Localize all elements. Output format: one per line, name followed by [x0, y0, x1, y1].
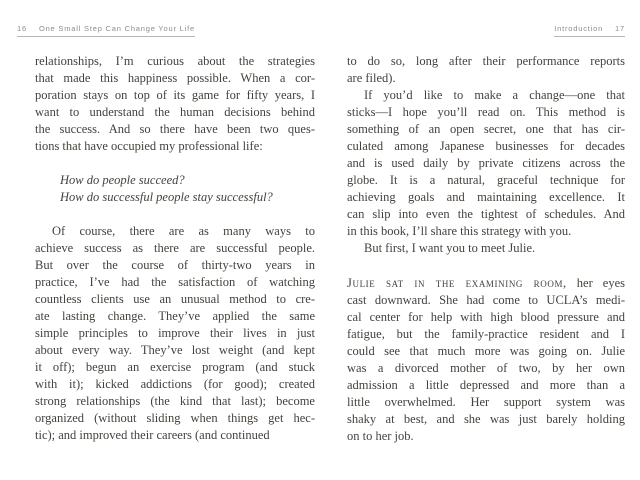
right-running-head — [554, 24, 625, 37]
text-line: relationships, I’m curious about the strategies — [35, 54, 315, 68]
left_page-block-0 — [35, 53, 315, 155]
text-line: practice, I’ve had the satisfaction of watching — [35, 275, 315, 289]
text-line: tic); and improved their careers (and continued — [35, 428, 270, 442]
text-line: culated among Japanese businesses for decades — [347, 139, 625, 153]
text-line: admission a little depressed and more than a — [347, 378, 625, 392]
text-line: and is used daily by private citizens across the — [347, 156, 625, 170]
left-running-title: One Small Step Can Change Your Life — [38, 24, 195, 33]
text-line: If you’d like to make a change—one that — [364, 88, 625, 102]
text-line: shaky at best, and she was just barely holding — [347, 412, 625, 426]
text-line: simple principles to improve their lives in just — [35, 326, 315, 340]
text-line: achieving goals and maintaining excellence. It — [347, 190, 625, 204]
text-line: poration stays on top of its game for fifty years, I — [35, 88, 315, 102]
text-line: But first, I want you to meet Julie. — [364, 241, 536, 255]
left_page-block-2 — [35, 223, 315, 444]
text-line: little overwhelmed. Her support system was — [347, 395, 625, 409]
text-line: to do so, long after their performance reports — [347, 54, 625, 68]
text-line: it off); begun an exercise program (and stuck — [35, 360, 315, 374]
small-caps-lead: Julie sat in the examining room, — [347, 276, 567, 290]
text-line: cal center for help with high blood pressure and — [347, 310, 625, 324]
left-page-number: 16 — [17, 24, 27, 33]
right_page-block-1 — [347, 87, 625, 240]
text-line: are filed). — [347, 71, 396, 85]
text-line: something of an open secret, one that has cir- — [347, 122, 625, 136]
text-line: achieve success as there are successful people. — [35, 241, 315, 255]
text-line: countless clients use an unusual method to cre- — [35, 292, 315, 306]
text-line: was a divorced mother of two, by her own — [347, 361, 625, 375]
text-line: on to her job. — [347, 429, 414, 443]
text-line: How do people succeed? — [60, 173, 185, 187]
right-page-body — [347, 53, 625, 445]
text-line: could see that much more was going on. Julie — [347, 344, 625, 358]
right_page-block-3 — [347, 275, 625, 445]
right_page-block-2 — [347, 240, 625, 257]
text-line: organized (without sliding when things get hec- — [35, 411, 315, 425]
text-line: tions that have occupied my professional life: — [35, 139, 263, 153]
left-running-head — [17, 24, 195, 37]
text-line: that made this happiness possible. When a cor- — [35, 71, 315, 85]
text-line: fatigue, but the family-practice resident and I — [347, 327, 625, 341]
text-line: strong relationships (the kind that last); become — [35, 394, 315, 408]
right_page-block-0 — [347, 53, 625, 87]
text-line: the success. And so there have been two ques- — [35, 122, 315, 136]
text-line: How do successful people stay successful? — [60, 190, 273, 204]
text-line: sticks—I hope you’ll read on. This method is — [347, 105, 625, 119]
text-line: globe. It is a natural, graceful technique for — [347, 173, 625, 187]
text-line: want to understand the human decisions behind — [35, 105, 315, 119]
text-line: ate lasting change. They’ve applied the same — [35, 309, 315, 323]
right-page-number: 17 — [615, 24, 625, 33]
text-line: with it); kicked addictions (for good); created — [35, 377, 315, 391]
text-line: about every way. They’ve lost weight (and kept — [35, 343, 315, 357]
text-line: But over the course of thirty-two years in — [35, 258, 315, 272]
left_page-block-1 — [35, 172, 315, 206]
right-running-title: Introduction — [554, 24, 604, 33]
text-line: in this book, I’ll share this strategy with you. — [347, 224, 572, 238]
text-line: can slip into even the tightest of schedules. And — [347, 207, 625, 221]
text-line: Julie sat in the examining room, her eyes — [347, 276, 625, 290]
text-line: Of course, there are as many ways to — [52, 224, 315, 238]
text-line: cast downward. She had come to UCLA’s medi- — [347, 293, 625, 307]
left-page-body — [35, 53, 315, 444]
